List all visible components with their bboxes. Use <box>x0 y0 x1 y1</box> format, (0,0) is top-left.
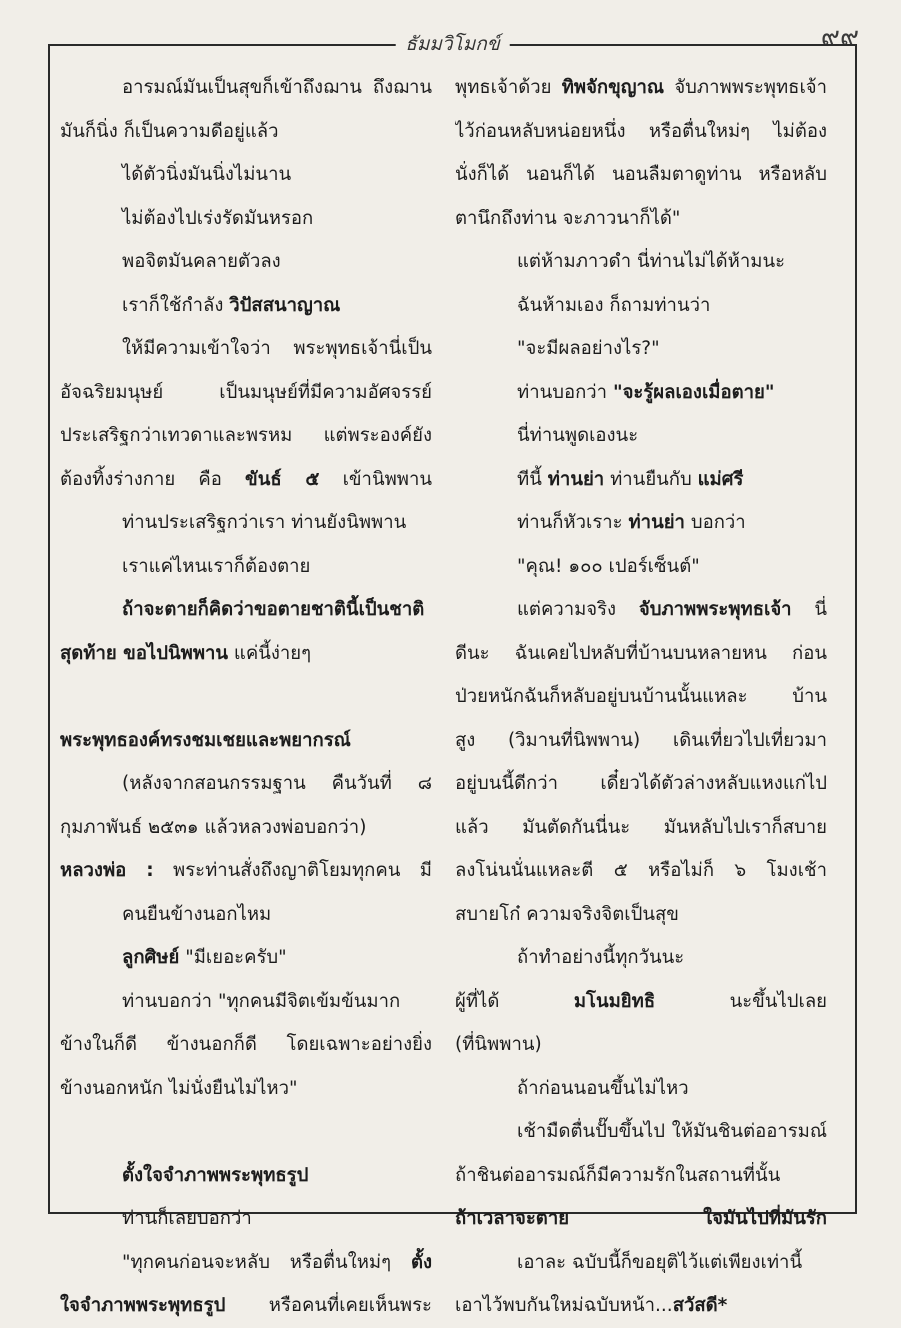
text-run: ถ้าทำอย่างนี้ทุกวันนะ <box>517 947 685 968</box>
text-line <box>60 806 432 850</box>
bold-text: หลวงพ่อ : <box>60 860 154 881</box>
text-run: ผู้ที่ได้ <box>455 990 574 1012</box>
text-line <box>455 153 827 197</box>
bold-text: วิปัสสนาญาณ <box>229 294 341 316</box>
text-line <box>60 980 432 1024</box>
bold-text: พระพุทธองค์ทรงชมเชยและพยากรณ์ <box>60 729 351 751</box>
bold-text: สวัสดี* <box>672 1295 728 1316</box>
text-run: สบายโก๋ ความจริงจิตเป็นสุข <box>455 903 679 925</box>
bold-text: ถ้าจะตายก็คิดว่าขอตายชาตินี้เป็นชาติ <box>122 599 425 620</box>
text-run: ประเสริฐกว่าเทวดาและพรหม แต่พระองค์ยัง <box>60 425 432 446</box>
text-line <box>60 153 432 197</box>
bold-text: มโนมยิทธิ <box>573 990 656 1012</box>
text-line <box>60 893 432 937</box>
text-line <box>455 1154 827 1198</box>
text-line <box>60 719 432 763</box>
text-run: กุมภาพันธ์ ๒๕๓๑ แล้วหลวงพ่อบอกว่า) <box>60 816 367 838</box>
text-run: นี่ท่านพูดเองนะ <box>517 425 639 446</box>
text-line <box>455 1067 827 1111</box>
text-run: ข้างนอกหนัก ไม่นั่งยืนไม่ไหว" <box>60 1077 298 1099</box>
bold-text: ตั้ง <box>410 1251 432 1273</box>
text-run: "คุณ! ๑๐๐ เปอร์เซ็นต์" <box>517 555 700 577</box>
text-line <box>60 545 432 589</box>
text-line <box>60 936 432 980</box>
bold-text: ใจจำภาพพระพุทธรูป <box>60 1295 226 1316</box>
text-run: ท่านก็หัวเราะ <box>517 512 629 533</box>
paragraph-gap <box>60 1110 432 1154</box>
text-run: พระท่านสั่งถึงญาติโยมทุกคน มี <box>153 860 432 881</box>
text-run: "ทุกคนก่อนจะหลับ หรือตื่นใหม่ๆ <box>122 1251 411 1273</box>
text-run: เราแค่ไหนเราก็ต้องตาย <box>122 555 311 577</box>
text-line <box>455 327 827 371</box>
text-line <box>60 66 432 110</box>
text-run: ฉันห้ามเอง ก็ถามท่านว่า <box>517 294 711 316</box>
text-run: หรือคนที่เคยเห็นพระ <box>225 1295 432 1316</box>
text-run: ให้มีความเข้าใจว่า พระพุทธเจ้านี่เป็น <box>122 338 432 359</box>
text-run: นั่งก็ได้ นอนก็ได้ นอนลืมตาดูท่าน หรือหลับ <box>455 164 827 185</box>
text-line <box>455 719 827 763</box>
text-run: ท่านบอกว่า "ทุกคนมีจิตเข้มข้นมาก <box>122 990 401 1012</box>
text-line <box>455 893 827 937</box>
text-run: ถ้าชินต่ออารมณ์ก็มีความรักในสถานที่นั้น <box>455 1164 781 1186</box>
text-line <box>455 197 827 241</box>
bold-text: ทิพจักขุญาณ <box>561 77 665 98</box>
text-run: พอจิตมันคลายตัวลง <box>122 251 281 272</box>
text-run: ท่านบอกว่า <box>517 381 613 403</box>
text-line <box>60 588 432 632</box>
text-line <box>455 675 827 719</box>
text-run: "มีเยอะครับ" <box>179 947 287 968</box>
text-line <box>60 1154 432 1198</box>
text-line <box>455 849 827 893</box>
text-run: พุทธเจ้าด้วย <box>455 77 562 98</box>
text-line <box>455 284 827 328</box>
text-line <box>60 1197 432 1241</box>
bold-text: ขันธ์ ๕ <box>245 468 320 490</box>
text-run: เข้านิพพาน <box>319 468 432 490</box>
text-run: ไว้ก่อนหลับหน่อยหนึ่ง หรือตื่นใหม่ๆ ไม่ต้อง <box>455 120 827 142</box>
text-line <box>455 458 827 502</box>
text-line <box>60 458 432 502</box>
text-line <box>60 197 432 241</box>
text-run: ดีนะ ฉันเคยไปหลับที่บ้านบนหลายหน ก่อน <box>455 642 827 664</box>
text-line <box>60 632 432 676</box>
text-run: เอาละ ฉบับนี้ก็ขอยุติไว้แต่เพียงเท่านี้ <box>517 1251 803 1273</box>
text-line <box>455 545 827 589</box>
text-line <box>455 240 827 284</box>
bold-text: จับภาพพระพุทธเจ้า <box>638 599 792 620</box>
text-run: ไม่ต้องไปเร่งรัดมันหรอก <box>122 207 314 229</box>
text-line <box>60 849 432 893</box>
text-line <box>60 284 432 328</box>
text-line <box>455 936 827 980</box>
text-line <box>455 1284 827 1328</box>
text-run: แต่ความจริง <box>517 599 639 620</box>
text-run: นี่ <box>791 599 827 620</box>
text-line <box>455 980 827 1024</box>
text-run: ลงโน่นนั่นแหละตี ๕ หรือไม่ก็ ๖ โมงเช้า <box>455 860 827 881</box>
text-run: เอาไว้พบกันใหม่ฉบับหน้า... <box>455 1295 673 1316</box>
text-line <box>60 1067 432 1111</box>
text-line <box>455 1110 827 1154</box>
bold-text: ท่านย่า <box>547 468 605 490</box>
text-run: สูง (วิมานที่นิพพาน) เดินเที่ยวไปเที่ยวมา <box>455 729 827 751</box>
text-line <box>60 1241 432 1285</box>
text-line <box>455 588 827 632</box>
text-run: ได้ตัวนิ่งมันนิ่งไม่นาน <box>122 164 292 185</box>
text-run: อารมณ์มันเป็นสุขก็เข้าถึงฌาน ถึงฌาน <box>122 77 432 98</box>
page-number: ๙๙ <box>820 22 859 52</box>
text-run: ตานึกถึงท่าน จะภาวนาก็ได้" <box>455 207 681 229</box>
text-run: ป่วยหนักฉันก็หลับอยู่บนบ้านนั้นแหละ บ้าน <box>455 686 827 707</box>
text-line <box>60 240 432 284</box>
text-run: อยู่บนนี้ดีกว่า เดี๋ยวได้ตัวล่างหลับแหงแก่ไป <box>455 773 827 794</box>
bold-text: ถ้าเวลาจะตาย ใจมันไปที่มันรัก <box>455 1208 827 1229</box>
text-run: ทีนี้ <box>517 468 548 490</box>
text-run: คนยืนข้างนอกไหม <box>122 903 272 925</box>
text-run: ท่านประเสริฐกว่าเรา ท่านยังนิพพาน <box>122 512 407 533</box>
text-line <box>455 110 827 154</box>
text-line <box>60 110 432 154</box>
left-column <box>60 66 432 1328</box>
text-run: แต่ห้ามภาวดำ นี่ท่านไม่ได้ห้ามนะ <box>517 251 786 272</box>
text-line <box>60 501 432 545</box>
text-run: จับภาพพระพุทธเจ้า <box>664 77 827 98</box>
right-column <box>455 66 827 1328</box>
text-line <box>455 1241 827 1285</box>
text-run: บอกว่า <box>684 512 746 533</box>
text-run: ท่านก็เลยบอกว่า <box>122 1208 252 1229</box>
text-line <box>455 501 827 545</box>
text-line <box>455 1023 827 1067</box>
text-run: ถ้าก่อนนอนขึ้นไม่ไหว <box>517 1077 689 1099</box>
text-line <box>455 414 827 458</box>
text-line <box>60 762 432 806</box>
text-line <box>60 1284 432 1328</box>
text-run: แล้ว มันตัดกันนี่นะ มันหลับไปเราก็สบาย <box>455 816 827 838</box>
text-line <box>60 371 432 415</box>
text-run: "จะมีผลอย่างไร?" <box>517 338 660 359</box>
bold-text: ท่านย่า <box>628 512 685 533</box>
bold-text: ลูกศิษย์ <box>122 947 180 968</box>
text-run: (หลังจากสอนกรรมฐาน คืนวันที่ ๘ <box>122 773 432 794</box>
text-run: (ที่นิพพาน) <box>455 1034 542 1055</box>
text-line <box>455 762 827 806</box>
text-run: เราก็ใช้กำลัง <box>122 294 230 316</box>
bold-text: ตั้งใจจำภาพพระพุทธรูป <box>122 1164 309 1186</box>
text-line <box>455 1197 827 1241</box>
text-run: ท่านยืนกับ <box>604 468 698 490</box>
text-line <box>455 806 827 850</box>
bold-text: "จะรู้ผลเองเมื่อตาย" <box>612 381 775 403</box>
text-run: ข้างในก็ดี ข้างนอกก็ดี โดยเฉพาะอย่างยิ่ง <box>60 1034 432 1055</box>
text-run: อัจฉริยมนุษย์ เป็นมนุษย์ที่มีความอัศจรรย์ <box>60 381 432 403</box>
text-run: ต้องทิ้งร่างกาย คือ <box>60 468 246 490</box>
text-run: มันก็นิ่ง ก็เป็นความดีอยู่แล้ว <box>60 120 279 142</box>
text-line <box>60 1023 432 1067</box>
text-run: เช้ามืดตื่นปั๊บขึ้นไป ให้มันชินต่ออารมณ์ <box>517 1121 827 1142</box>
running-header-title: ธัมมวิโมกข์ <box>395 31 510 57</box>
bold-text: แม่ศรี <box>697 468 744 490</box>
paragraph-gap <box>60 675 432 719</box>
text-line <box>455 371 827 415</box>
text-run: แค่นี้ง่ายๆ <box>228 642 312 664</box>
text-line <box>60 414 432 458</box>
text-line <box>60 327 432 371</box>
bold-text: สุดท้าย ขอไปนิพพาน <box>60 642 229 664</box>
text-line <box>455 632 827 676</box>
text-run: นะขึ้นไปเลย <box>655 990 827 1012</box>
text-line <box>455 66 827 110</box>
